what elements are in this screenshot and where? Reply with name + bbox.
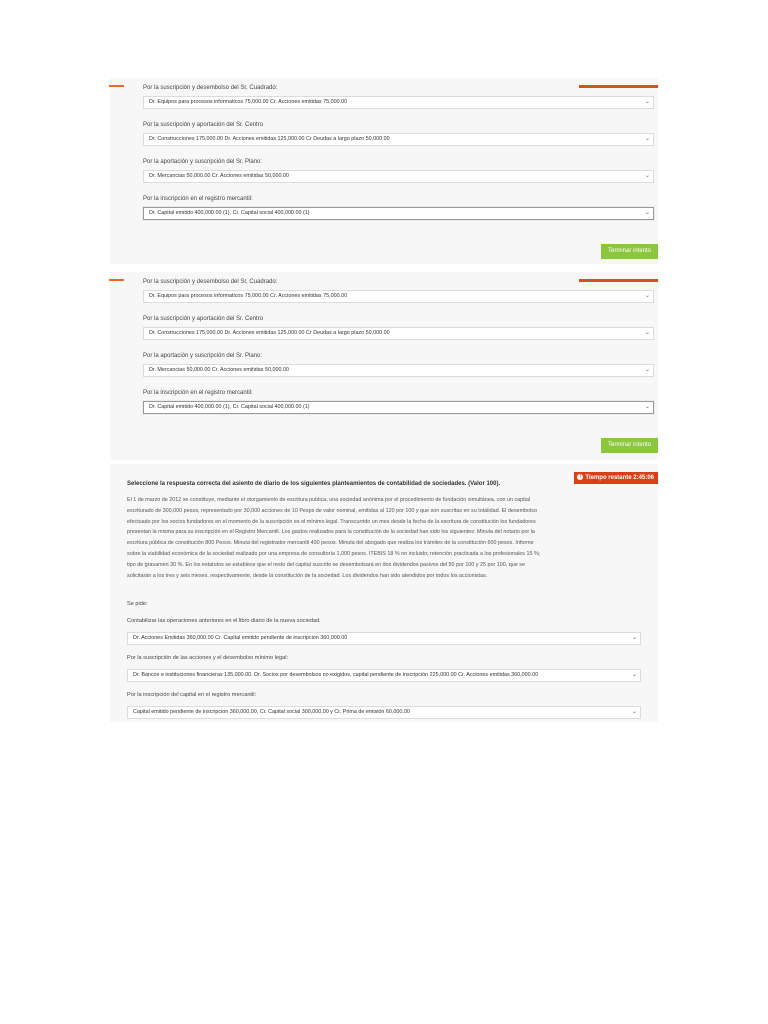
statement-line: presentan la misma para su inscripción en el Registro Mercantil. Los gastos realizados para la constitución de la sociedad han sido los siguientes: Minuta del notario por la — [127, 529, 535, 536]
answer-select[interactable] — [143, 364, 654, 377]
time-remaining-badge — [574, 472, 658, 484]
selected-value: Dr. Mercancias 50,000.00 Cr. Acciones emitidas 50,000.00 — [149, 367, 289, 373]
question-label: Por la suscripción y aportación del Sr. Centro — [143, 316, 264, 322]
quiz-panel-1 — [110, 78, 658, 264]
chevron-down-icon: ⌄ — [644, 210, 650, 216]
statement-line: tipo de gravamen 30 %. En los estatutos se establece que el resto del capital suscrito se desembolsará en dos dividendos pasivos del 50 por 100 y 25 por 100, que se — [127, 561, 525, 568]
quiz-panel-3 — [110, 464, 658, 722]
chevron-down-icon: ⌄ — [644, 293, 650, 299]
answer-select[interactable] — [143, 327, 654, 340]
selected-value: Dr. Mercancias 50,000.00 Cr. Acciones emitidas 50,000.00 — [149, 173, 289, 179]
answer-select-suscripcion[interactable] — [127, 669, 641, 682]
instruction-label: Contabilizar las operaciones anteriores en el libro diario de la nueva sociedad. — [127, 618, 321, 624]
chevron-down-icon: ⌄ — [631, 709, 637, 715]
chevron-down-icon: ⌄ — [644, 99, 650, 105]
selected-value: Dr. Equipos para procesos informaticos 75,000.00 Cr. Acciones emitidas 75,000.00 — [149, 293, 348, 299]
question-label: Por la inscripción del capital en el registro mercantil: — [127, 692, 257, 698]
question-title: Seleccione la respuesta correcta del asiento de diario de los siguientes planteamientos de contabilidad de sociedades. (Valor 100). — [127, 481, 501, 487]
question-label: Por la suscripción y desembolso del Sr, Cuadrado: — [143, 279, 278, 285]
question-cuadrado — [143, 84, 654, 109]
question-cuadrado — [143, 278, 654, 303]
answer-select[interactable] — [143, 170, 654, 183]
selected-value: Dr. Construcciones 175,000.00 Dr. Acciones emitidas 125,000.00 Cr Deudas a largo plazo 50,000.00 — [149, 136, 390, 142]
answer-select[interactable] — [143, 401, 654, 414]
section-marker — [109, 279, 124, 281]
chevron-down-icon: ⌄ — [644, 330, 650, 336]
question-plano — [143, 158, 654, 183]
answer-select[interactable] — [143, 133, 654, 146]
timer-text: Tiempo restante 2:45:06 — [585, 475, 654, 481]
se-pide-label: Se pide: — [127, 601, 148, 607]
chevron-down-icon: ⌄ — [631, 672, 637, 678]
answer-select[interactable] — [143, 207, 654, 220]
statement-line: escriturado de 300,000 pesos, representado por 30,000 acciones de 10 Pesps de valor nominal, emitidas al 120 por 100 y que son suscritas en su totalidad. El desembolso — [127, 507, 537, 514]
question-label: Por la suscripción y aportación del Sr. Centro — [143, 122, 264, 128]
alert-icon — [577, 474, 583, 480]
question-label: Por la suscripción y desembolso del Sr, Cuadrado: — [143, 85, 278, 91]
answer-select[interactable] — [143, 96, 654, 109]
statement-line: sobre la viabilidad económica de la sociedad realizado por una empresa de consultoría 1,000 pesos. ITEBIS 18 % no incluido; retención practicada a los profesionales 15 %; — [127, 550, 541, 557]
selected-value: Dr. Acciones Emitidas 360,000.00 Cr. Capital emitido pendiente de inscripcion 360,000.00 — [133, 635, 348, 641]
chevron-down-icon: ⌄ — [644, 136, 650, 142]
answer-select-emision[interactable] — [127, 632, 641, 645]
finish-attempt-button[interactable]: Terminar intento — [601, 244, 658, 259]
quiz-panel-2 — [110, 272, 658, 460]
statement-line: efectuado por los socios fundadores en el momento de la suscripción es el mínimo legal. Transcurrido un mes desde la fecha de la escritura de constitución los fundadores — [127, 518, 536, 525]
chevron-down-icon: ⌄ — [644, 404, 650, 410]
answer-select[interactable] — [143, 290, 654, 303]
selected-value: Dr. Construcciones 175,000.00 Dr. Acciones emitidas 125,000.00 Cr Deudas a largo plazo 50,000.00 — [149, 330, 390, 336]
question-centro — [143, 315, 654, 340]
finish-attempt-button[interactable]: Terminar intento — [601, 438, 658, 453]
selected-value: Dr. Equipos para procesos informaticos 75,000.00 Cr. Acciones emitidas 75,000.00 — [149, 99, 348, 105]
statement-line: El 1 de marzo de 2012 se constituye, mediante el otorgamiento de escritura publica, una sociedad anónima por el procedimiento de fundación simultánea, con un capital — [127, 497, 531, 503]
chevron-down-icon: ⌄ — [644, 367, 650, 373]
chevron-down-icon: ⌄ — [631, 635, 637, 641]
selected-value: Dr. Bancos e instituciones financieras 135,000.00. Dr. Socios por desembolsos no exigidos, capital pendiente de inscripción 225,000.00 Cr. Acciones emitidas 360,000.00 — [133, 672, 539, 678]
question-label: Por la inscripción en el registro mercantil: — [143, 390, 253, 396]
selected-value: Capital emitido pendiente de inscripcion 360,000.00, Cr. Capital social 300,000.00 y Cr. Prima de emisión 60,000.00 — [133, 709, 410, 715]
question-centro — [143, 121, 654, 146]
question-registro — [143, 195, 654, 220]
question-plano — [143, 352, 654, 377]
section-marker — [109, 85, 124, 87]
chevron-down-icon: ⌄ — [644, 173, 650, 179]
selected-value: Dr. Capital emitido 400,000.00 (1), Cr. Capital social 400,000.00 (1) — [149, 210, 310, 216]
statement-line: solicitarán a los tres y seis meses, respectivamente, desde la constitución de la sociedad. Los dividendos han sido atendidos por todos los accionistas. — [127, 572, 488, 579]
question-statement — [127, 495, 645, 581]
statement-line: escritura pública de constitución 800 Pesos. Minuta del registrador mercantil 400 pesos. Minuta del abogado que realiza los trámites de la constitución 600 pesos. Informe — [127, 540, 534, 547]
question-label: Por la suscripción de las acciones y el desembolso mínimo legal: — [127, 655, 289, 661]
question-label: Por la inscripción en el registro mercantil: — [143, 196, 253, 202]
question-label: Por la aportación y suscripción del Sr. Plano: — [143, 353, 263, 359]
question-label: Por la aportación y suscripción del Sr. Plano: — [143, 159, 263, 165]
question-registro — [143, 389, 654, 414]
answer-select-inscripcion[interactable] — [127, 706, 641, 719]
selected-value: Dr. Capital emitido 400,000.00 (1), Cr. Capital social 400,000.00 (1) — [149, 404, 310, 410]
